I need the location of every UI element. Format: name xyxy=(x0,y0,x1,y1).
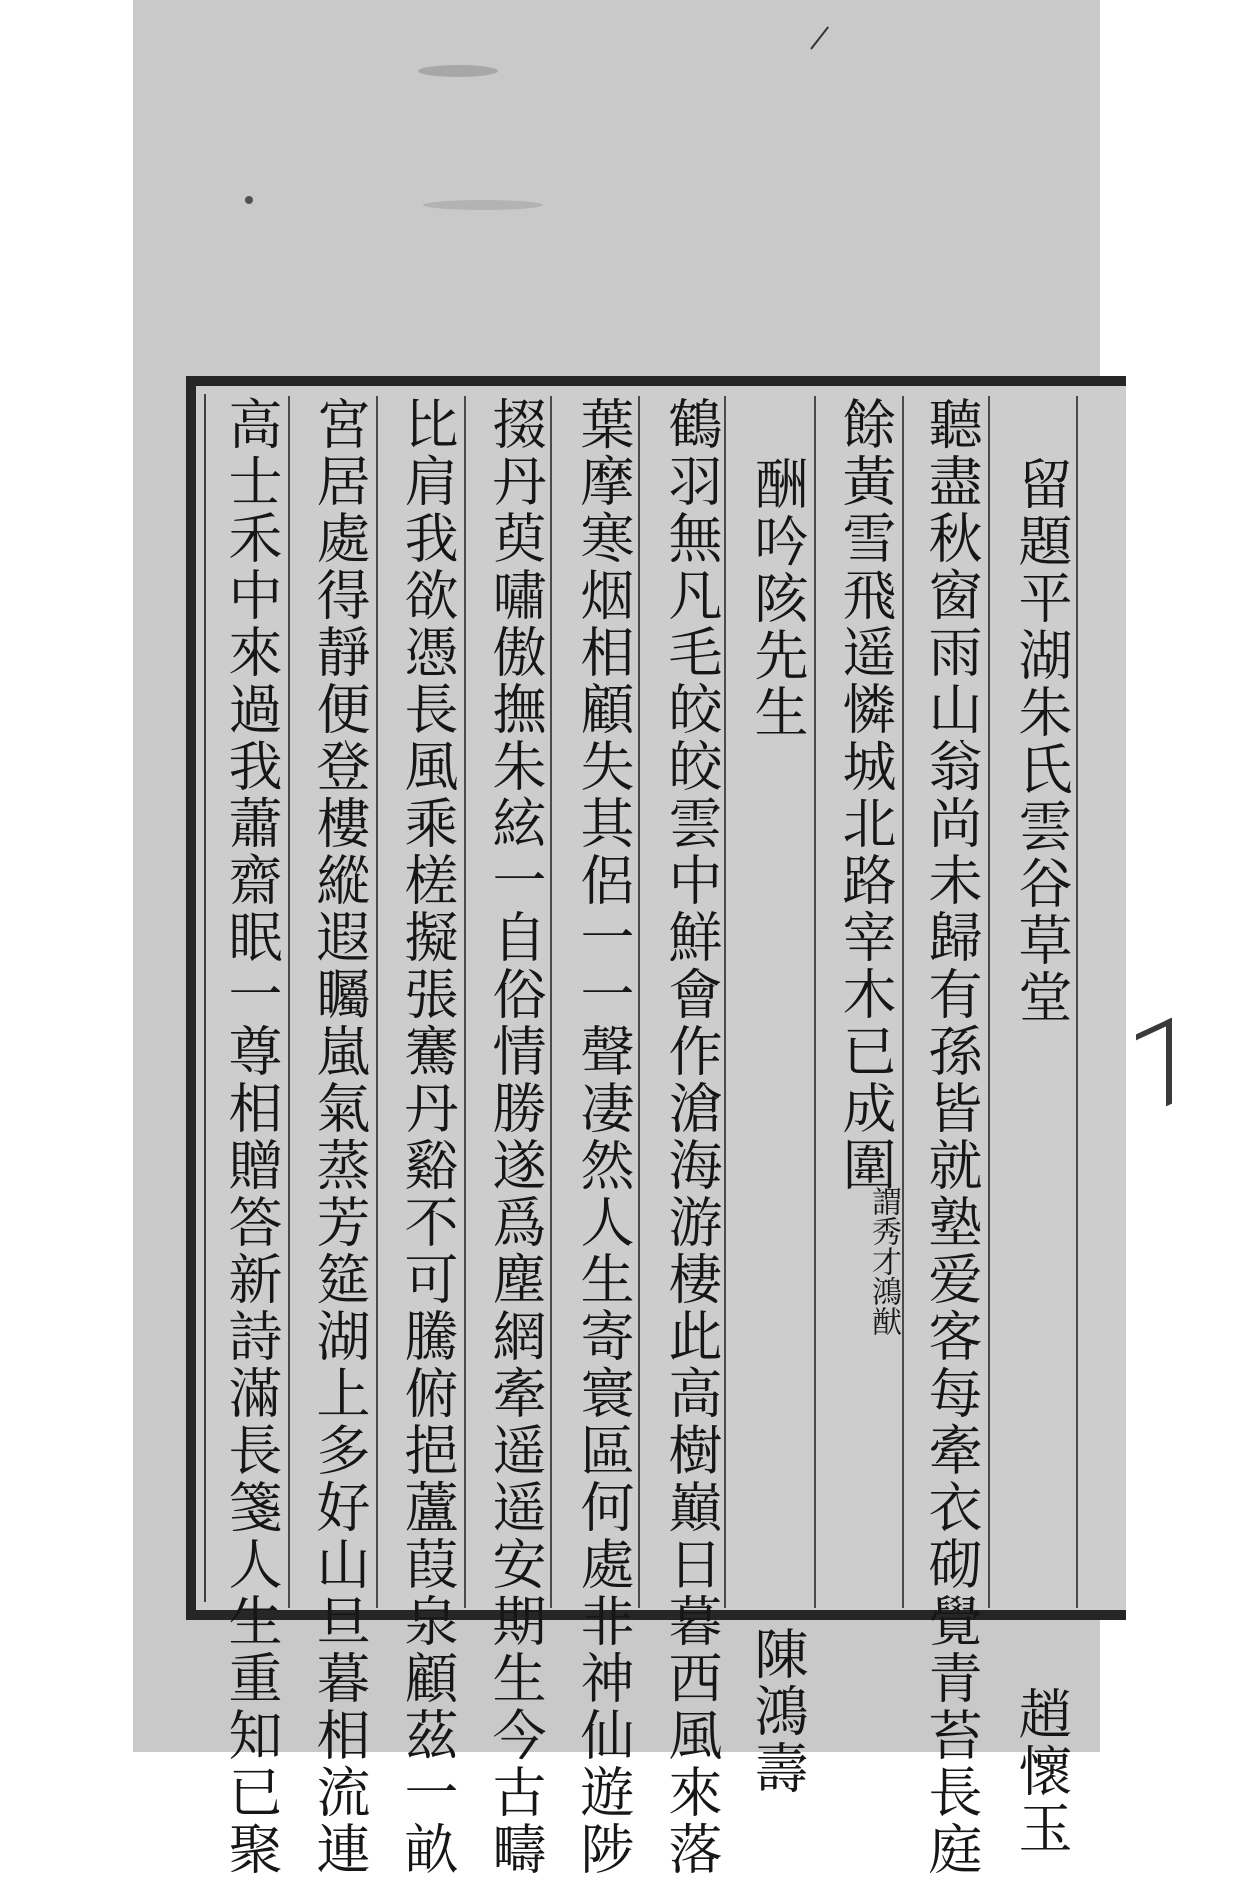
text-frame xyxy=(186,376,1126,1878)
page-smudge xyxy=(418,65,498,77)
poem2-line-1: 鶴羽無凡毛皎皎雲中鮮會作滄海游棲此高樹巔日暮西風來落 xyxy=(660,396,723,1878)
page-smudge xyxy=(423,200,543,210)
folded-page-tab xyxy=(1136,1018,1172,1121)
column-rule xyxy=(724,396,726,1608)
poem2-title: 酬吟陔先生 xyxy=(746,456,809,741)
page-scratch-mark xyxy=(810,26,829,49)
column-rule xyxy=(902,396,904,1608)
book-page xyxy=(133,0,1100,1878)
poem1-annotation: 謂秀才鴻猷 xyxy=(866,1186,901,1336)
page-smudge xyxy=(245,196,253,204)
poem1-author: 趙懷玉 xyxy=(1010,1686,1073,1857)
poem1-title: 留題平湖朱氏雲谷草堂 xyxy=(1010,456,1073,1026)
column-rule xyxy=(814,396,816,1608)
poem2-line-6: 高士禾中來過我蕭齋眠一尊相贈答新詩滿長箋人生重知已聚 xyxy=(220,396,283,1878)
poem2-line-5: 宮居處得靜便登樓縱遐矚嵐氣蒸芳筵湖上多好山旦暮相流連 xyxy=(308,396,371,1878)
poem2-line-3: 掇丹萸嘯傲撫朱絃一自俗情勝遂爲塵網牽遥遥安期生今古疇 xyxy=(484,396,547,1878)
column-rule xyxy=(550,396,552,1608)
poem2-line-2: 葉摩寒烟相顧失其侶一一聲凄然人生寄寰區何處非神仙遊陟 xyxy=(572,396,635,1878)
poem1-line-2: 餘黃雪飛遥憐城北路宰木已成圍 xyxy=(834,396,897,1194)
column-rule xyxy=(988,396,990,1608)
column-rule xyxy=(638,396,640,1608)
poem2-line-4: 比肩我欲憑長風乘槎擬張騫丹谿不可騰俯挹蘆葭泉顧茲一畝 xyxy=(396,396,459,1878)
column-rule xyxy=(1076,396,1078,1608)
frame-inner-rule xyxy=(204,394,206,1602)
column-rule xyxy=(464,396,466,1608)
poem1-line-1: 聽盡秋窗雨山翁尚未歸有孫皆就塾爱客每牽衣砌覺青苔長庭 xyxy=(920,396,983,1878)
poem2-author: 陳鴻壽 xyxy=(746,1626,809,1797)
column-rule xyxy=(288,396,290,1608)
column-rule xyxy=(376,396,378,1608)
